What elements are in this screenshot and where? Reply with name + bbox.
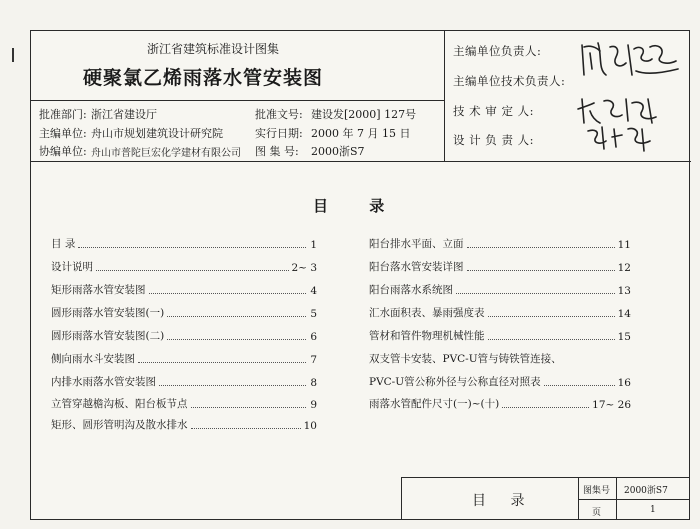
title-block-title: 目 录 (472, 493, 535, 509)
toc-item-title: 管材和管件物理机械性能 (369, 330, 485, 342)
toc-item[interactable] (51, 329, 317, 343)
toc-item-page: 8 (310, 377, 317, 389)
toc-leader (502, 407, 589, 408)
toc-item-title: 圆形雨落水管安装图(二) (51, 330, 165, 342)
toc-item-page: 4 (310, 285, 317, 297)
toc-item-title: PVC-U管公称外径与公称直径对照表 (369, 376, 541, 388)
toc-leader (149, 293, 307, 294)
toc-item-title: 内排水雨落水管安装图 (51, 376, 156, 388)
margin-mark (12, 48, 14, 62)
title-block-page-label: 页 (592, 508, 602, 518)
toc-item-page: 6 (310, 331, 317, 343)
approval-number-label: 批准文号: (255, 108, 303, 121)
approval-dept-value: 浙江省建设厅 (91, 108, 157, 121)
toc-leader (138, 362, 306, 363)
toc-item-page: 5 (310, 308, 317, 320)
toc-leader (467, 270, 615, 271)
role-technical-head: 主编单位技术负责人: (453, 74, 566, 88)
toc-item-title: 阳台排水平面、立面 (369, 238, 464, 250)
header-bottom-rule (31, 161, 691, 162)
toc-item[interactable] (51, 418, 317, 432)
toc-item-title: 目 录 (51, 238, 76, 250)
toc-item-page: 11 (617, 239, 631, 251)
toc-leader (488, 339, 615, 340)
toc-leader (78, 247, 306, 248)
toc-item-title: 立管穿越檐沟板、阳台板节点 (51, 398, 188, 410)
atlas-main-title: 硬聚氯乙烯雨落水管安装图 (83, 67, 324, 89)
toc-item-title: 矩形雨落水管安装图 (51, 284, 146, 296)
signature-chief (576, 35, 686, 85)
toc-item-title: 汇水面积表、暴雨强度表 (369, 307, 485, 319)
toc-leader (544, 385, 615, 386)
title-block-atlas-label: 图集号 (583, 486, 611, 496)
toc-leader (191, 428, 301, 429)
header-divider (444, 31, 445, 161)
toc-leader (96, 270, 289, 271)
toc-item-page: 14 (617, 308, 631, 320)
toc-heading: 目 录 (313, 197, 403, 215)
title-block (401, 477, 690, 520)
toc-item[interactable] (51, 352, 317, 366)
toc-leader (488, 316, 615, 317)
toc-item[interactable] (51, 237, 317, 251)
toc-item-title: 雨落水管配件尺寸(一)~(十) (369, 398, 500, 410)
toc-item-page: 2~ 3 (291, 262, 317, 274)
chief-editor-label: 主编单位: (39, 127, 87, 140)
toc-item-page: 17~ 26 (592, 399, 631, 411)
toc-item-page: 16 (617, 377, 631, 389)
toc-item[interactable] (51, 397, 317, 411)
toc-item-title: 阳台雨落水系统图 (369, 284, 453, 296)
toc-leader (167, 339, 306, 340)
toc-item-page: 9 (310, 399, 317, 411)
toc-item[interactable] (51, 283, 317, 297)
toc-item[interactable] (369, 329, 631, 343)
toc-item-title: 圆形雨落水管安装图(一) (51, 307, 165, 319)
toc-item-page: 15 (617, 331, 631, 343)
co-editor-label: 协编单位: (39, 145, 87, 158)
effective-date-label: 实行日期: (255, 127, 303, 140)
toc-item[interactable] (51, 306, 317, 320)
co-editor-value: 舟山市普陀巨宏化学建材有限公司 (91, 148, 241, 159)
toc-item-page: 12 (617, 262, 631, 274)
atlas-series-title: 浙江省建筑标准设计图集 (147, 42, 280, 56)
toc-item-title: 侧向雨水斗安装图 (51, 353, 135, 365)
effective-date-value: 2000 年 7 月 15 日 (311, 127, 411, 140)
toc-leader (167, 316, 306, 317)
toc-item[interactable] (369, 237, 631, 251)
toc-item-title: 矩形、圆形管明沟及散水排水 (51, 419, 188, 431)
chief-editor-value: 舟山市规划建筑设计研究院 (91, 127, 223, 140)
toc-item-title: 双支管卡安装、PVC-U管与铸铁管连接、 (369, 353, 562, 365)
atlas-number-label: 图 集 号: (255, 145, 299, 158)
toc-item-title: 设计说明 (51, 261, 93, 273)
role-design-head: 设 计 负 责 人: (453, 133, 534, 147)
toc-item[interactable] (51, 375, 317, 389)
role-technical-reviewer: 技 术 审 定 人: (453, 104, 534, 118)
title-block-page-value: 1 (650, 505, 656, 515)
toc-item-continued[interactable] (369, 352, 631, 366)
toc-item[interactable] (369, 283, 631, 297)
toc-item-title: 阳台落水管安装详图 (369, 261, 464, 273)
toc-item-page: 13 (617, 285, 631, 297)
toc-item-page: 7 (310, 354, 317, 366)
toc-leader (159, 385, 306, 386)
header-info-rule (31, 100, 444, 101)
toc-item-page: 1 (310, 239, 317, 251)
approval-dept-label: 批准部门: (39, 108, 87, 121)
toc-item[interactable] (369, 375, 631, 389)
toc-item[interactable] (369, 397, 631, 411)
toc-item[interactable] (369, 260, 631, 274)
drawing-frame (30, 30, 690, 520)
toc-item-page: 10 (303, 420, 317, 432)
title-block-mid-rule (578, 499, 690, 500)
toc-leader (191, 407, 307, 408)
toc-leader (467, 247, 615, 248)
atlas-number-value: 2000浙S7 (311, 145, 365, 158)
toc-leader (456, 293, 615, 294)
toc-item[interactable] (369, 306, 631, 320)
toc-item[interactable] (51, 260, 317, 274)
role-chief-unit-head: 主编单位负责人: (453, 44, 542, 58)
signature-designer (584, 123, 664, 153)
title-block-atlas-value: 2000浙S7 (624, 486, 668, 496)
approval-number-value: 建设发[2000] 127号 (311, 108, 417, 121)
